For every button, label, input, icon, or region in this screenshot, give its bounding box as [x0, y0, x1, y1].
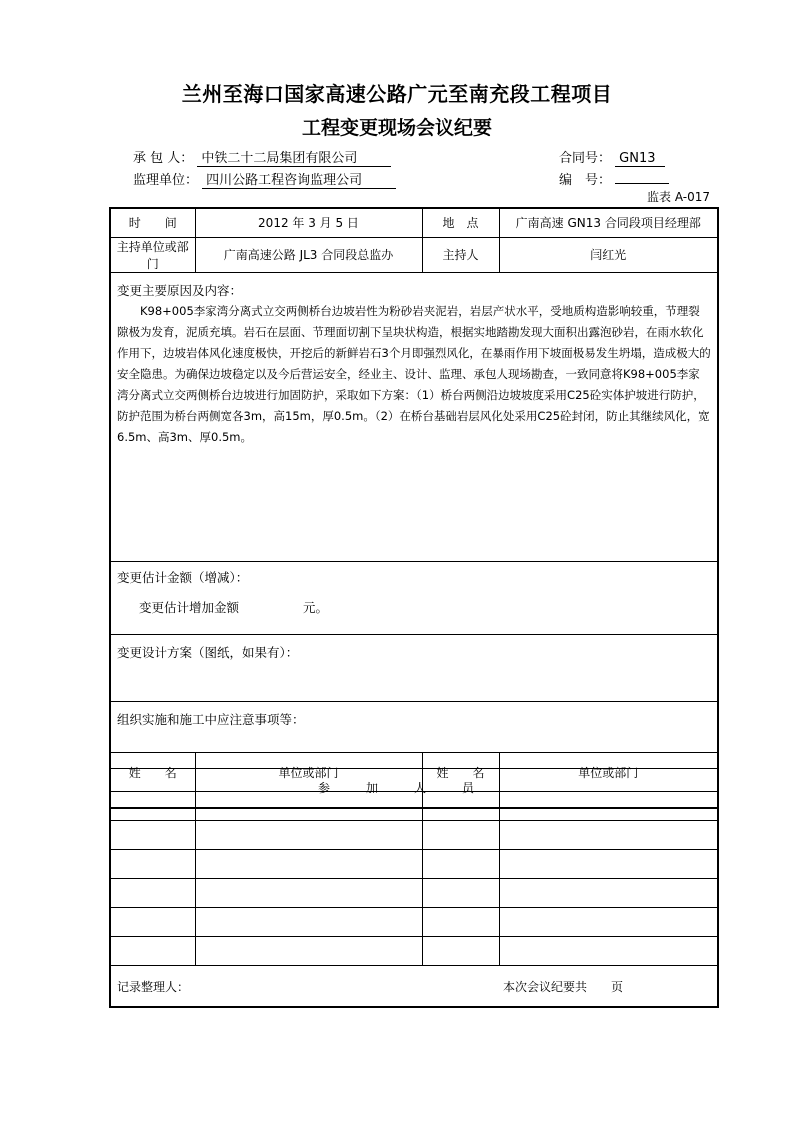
participant-cell[interactable]	[422, 821, 499, 850]
document-title: 兰州至海口国家高速公路广元至南充段工程项目	[181, 82, 613, 106]
participant-cell[interactable]	[195, 879, 422, 908]
participant-cell[interactable]	[499, 821, 718, 850]
design-section	[110, 634, 718, 701]
serial-no-label: 编 号：	[559, 173, 612, 188]
participant-cell[interactable]	[110, 908, 195, 937]
host-label: 主持人	[422, 237, 499, 272]
reason-section	[110, 272, 718, 561]
participant-row	[110, 879, 718, 908]
name-header-2: 姓 名	[422, 753, 499, 792]
contractor-value: 中铁二十二局集团有限公司	[197, 151, 391, 167]
estimate-suffix: 元。	[302, 599, 328, 615]
participant-cell[interactable]	[110, 792, 195, 821]
participant-cell[interactable]	[422, 792, 499, 821]
supervisor-label: 监理单位：	[133, 173, 199, 188]
place-label: 地 点	[422, 208, 499, 237]
contract-no-value: GN13	[615, 151, 665, 167]
footer-row	[110, 966, 718, 1008]
estimate-prefix: 变更估计增加金额	[139, 599, 240, 615]
place-value: 广南高速 GN13 合同段项目经理部	[499, 208, 718, 237]
participant-cell[interactable]	[110, 879, 195, 908]
estimate-section	[110, 561, 718, 634]
serial-no-value	[615, 183, 669, 184]
host-unit-value: 广南高速公路 JL3 合同段总监办	[195, 237, 422, 272]
participants-table	[109, 752, 719, 1008]
participant-cell[interactable]	[422, 850, 499, 879]
supervisor-line	[133, 169, 396, 189]
participant-cell[interactable]	[422, 908, 499, 937]
reason-label: 变更主要原因及内容：	[117, 282, 243, 298]
host-unit-label: 主持单位或部门	[110, 237, 195, 272]
participant-cell[interactable]	[499, 937, 718, 966]
contract-no-line	[559, 147, 665, 167]
participant-row	[110, 792, 718, 821]
participant-cell[interactable]	[195, 792, 422, 821]
meeting-form	[109, 207, 719, 809]
name-header: 姓 名	[110, 753, 195, 792]
participants-heading: 参加人员	[110, 768, 718, 808]
unit-header: 单位或部门	[195, 753, 422, 792]
supervisor-value: 四川公路工程咨询监理公司	[202, 173, 396, 189]
participant-cell[interactable]	[499, 792, 718, 821]
contractor-line	[133, 147, 391, 167]
reason-text: K98+005李家湾分离式立交两侧桥台边坡岩性为粉砂岩夹泥岩，岩层产状水平，受地质构造影响较重，节理裂隙极为发育，泥质充填。岩石在层面、节理面切割下呈块状构造，根据实地踏勘发现大面积出露泡砂岩，在雨水软化作用下，边坡岩体风化速度极快，开挖后的新鲜岩石3个月即强烈风化，在暴雨作用下坡面极易发生坍塌，造成极大的安全隐患。为确保边坡稳定以及今后营运安全，经业主、设计、监理、承包人现场勘查，一致同意将K98+005李家湾分离式立交两侧桥台边坡进行加固防护，采取如下方案：（1）桥台两侧沿边坡坡度采用C25砼实体护坡进行防护，防护范围为桥台两侧宽各3m，高15m，厚0.5m。（2）在桥台基础岩层风化处采用C25砼封闭，防止其继续风化，宽6.5m、高3m、厚0.5m。	[117, 303, 711, 444]
participant-cell[interactable]	[499, 908, 718, 937]
participant-cell[interactable]	[422, 879, 499, 908]
contract-no-label: 合同号：	[559, 151, 612, 166]
participant-cell[interactable]	[195, 850, 422, 879]
participant-cell[interactable]	[195, 908, 422, 937]
notes-label: 组织实施和施工中应注意事项等：	[117, 711, 305, 727]
participant-cell[interactable]	[195, 937, 422, 966]
participant-cell[interactable]	[110, 850, 195, 879]
form-number: 监表 A-017	[647, 190, 710, 204]
estimate-label: 变更估计金额（增减）：	[117, 569, 249, 585]
participant-cell[interactable]	[499, 850, 718, 879]
participant-cell[interactable]	[195, 821, 422, 850]
time-value: 2012 年 3 月 5 日	[195, 208, 422, 237]
contractor-label: 承 包 人：	[133, 151, 194, 166]
participant-row	[110, 937, 718, 966]
host-value: 闫红光	[499, 237, 718, 272]
participant-row	[110, 821, 718, 850]
recorder-label: 记录整理人：	[117, 979, 190, 994]
design-label: 变更设计方案（图纸，如果有）：	[117, 644, 299, 660]
serial-no-line	[559, 169, 669, 188]
participant-row	[110, 908, 718, 937]
pages-text: 本次会议纪要共 页	[502, 979, 623, 994]
participant-cell[interactable]	[499, 879, 718, 908]
participant-cell[interactable]	[422, 937, 499, 966]
participant-cell[interactable]	[110, 821, 195, 850]
participant-row	[110, 850, 718, 879]
document-subtitle: 工程变更现场会议纪要	[301, 117, 492, 139]
unit-header-2: 单位或部门	[499, 753, 718, 792]
time-label: 时 间	[110, 208, 195, 237]
participant-cell[interactable]	[110, 937, 195, 966]
